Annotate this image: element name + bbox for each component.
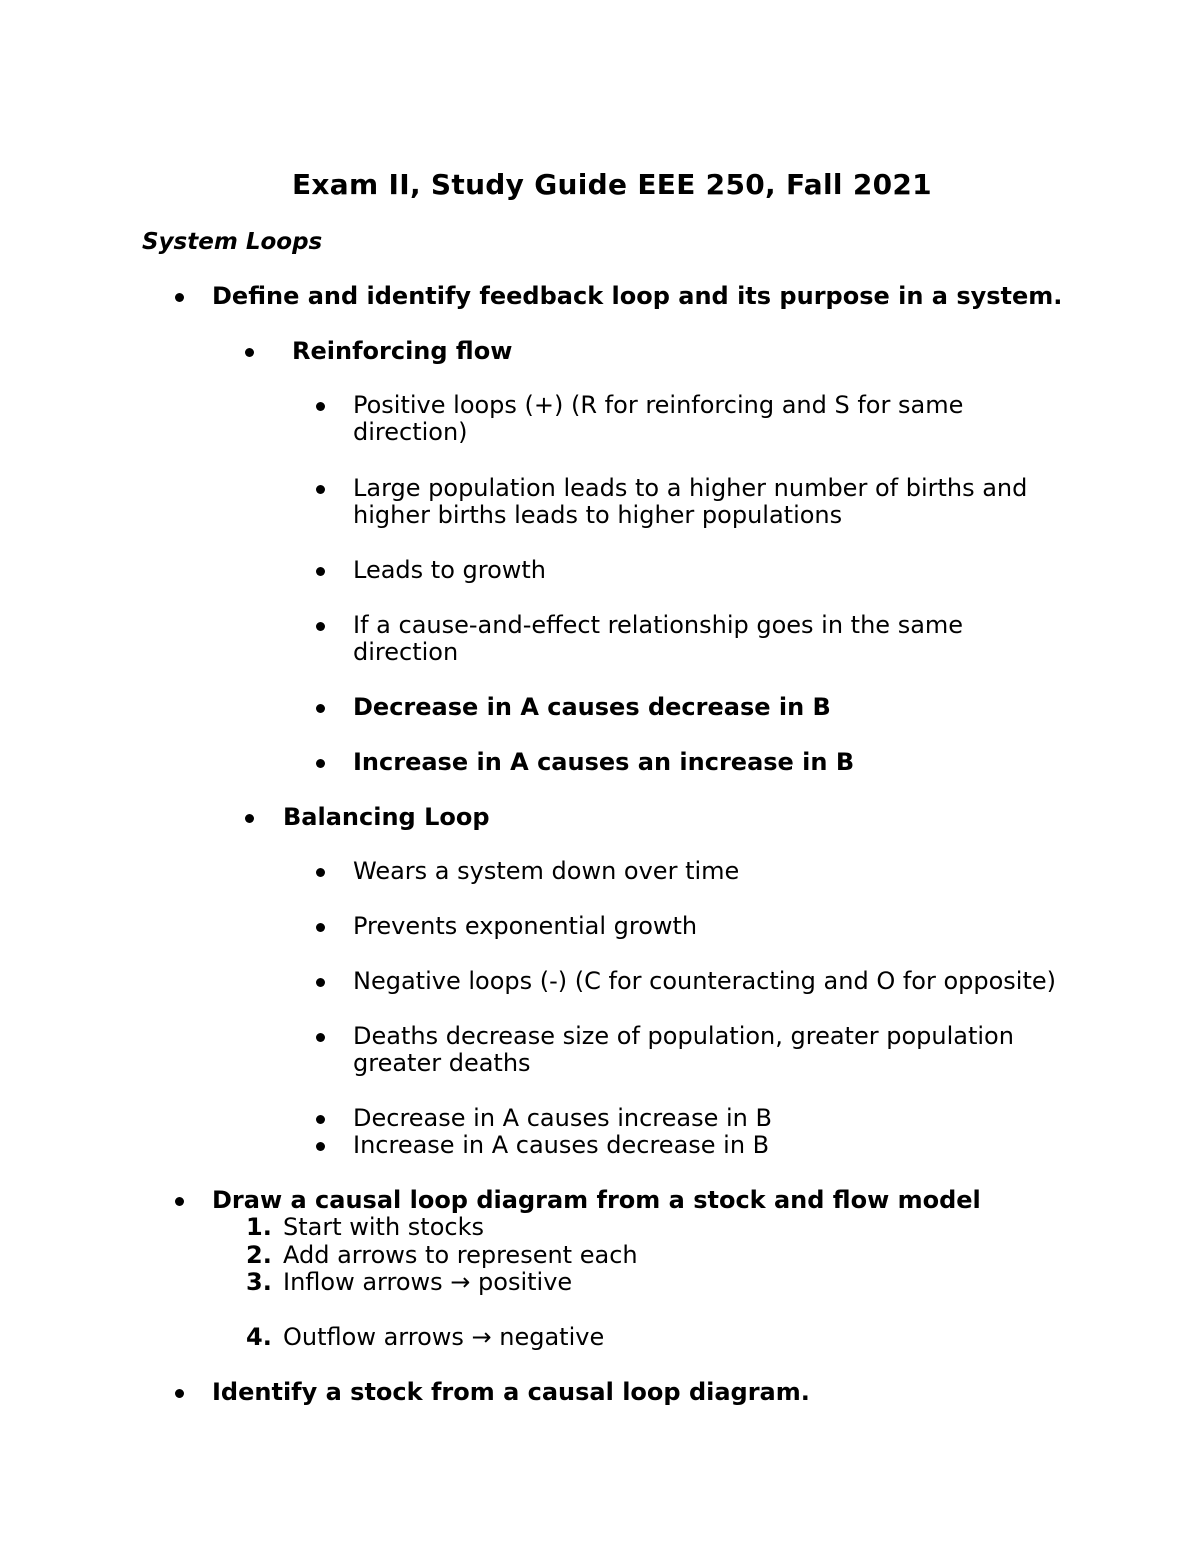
bullet-icon	[316, 567, 325, 576]
step-number: 1.	[246, 1213, 272, 1241]
list-item: Wears a system down over time	[353, 857, 740, 885]
bullet-icon	[316, 868, 325, 877]
bullet-icon	[316, 1115, 325, 1124]
list-item-draw: Draw a causal loop diagram from a stock and flow model	[212, 1186, 981, 1214]
bullet-icon	[316, 923, 325, 932]
bullet-icon	[316, 1033, 325, 1042]
bullet-icon	[316, 485, 325, 494]
step-number: 3.	[246, 1268, 272, 1296]
list-item: Positive loops (+) (R for reinforcing and S for same	[353, 391, 964, 419]
list-item-cont: greater deaths	[353, 1049, 531, 1077]
bullet-icon	[245, 814, 254, 823]
list-item-cont: higher births leads to higher populations	[353, 501, 843, 529]
step-text: Inflow arrows → positive	[283, 1268, 573, 1296]
step-text: Start with stocks	[283, 1213, 484, 1241]
list-item: Increase in A causes decrease in B	[353, 1131, 770, 1159]
list-item-cont: direction)	[353, 418, 468, 446]
list-item: Decrease in A causes increase in B	[353, 1104, 772, 1132]
section-heading: System Loops	[142, 229, 323, 255]
bullet-icon	[175, 1197, 184, 1206]
list-item: Deaths decrease size of population, greater population	[353, 1022, 1014, 1050]
list-item-identify: Identify a stock from a causal loop diagram.	[212, 1378, 810, 1406]
step-number: 4.	[246, 1323, 272, 1351]
step-text: Add arrows to represent each	[283, 1241, 638, 1269]
bullet-icon	[316, 704, 325, 713]
bullet-icon	[316, 622, 325, 631]
list-item: If a cause-and-effect relationship goes in the same	[353, 611, 964, 639]
list-item: Increase in A causes an increase in B	[353, 748, 855, 776]
list-item-cont: direction	[353, 638, 459, 666]
list-item: Prevents exponential growth	[353, 912, 698, 940]
step-text: Outflow arrows → negative	[283, 1323, 605, 1351]
list-item: Leads to growth	[353, 556, 547, 584]
list-item-reinforcing: Reinforcing flow	[292, 337, 513, 365]
list-item: Negative loops (-) (C for counteracting and O for opposite)	[353, 967, 1057, 995]
bullet-icon	[316, 759, 325, 768]
bullet-icon	[245, 348, 254, 357]
list-item-define: Define and identify feedback loop and its purpose in a system.	[212, 282, 1063, 310]
page-title: Exam II, Study Guide EEE 250, Fall 2021	[292, 168, 932, 201]
step-number: 2.	[246, 1241, 272, 1269]
list-item: Large population leads to a higher number of births and	[353, 474, 1028, 502]
list-item: Decrease in A causes decrease in B	[353, 693, 831, 721]
bullet-icon	[175, 293, 184, 302]
bullet-icon	[316, 402, 325, 411]
bullet-icon	[316, 978, 325, 987]
bullet-icon	[175, 1389, 184, 1398]
list-item-balancing: Balancing Loop	[283, 803, 490, 831]
bullet-icon	[316, 1142, 325, 1151]
